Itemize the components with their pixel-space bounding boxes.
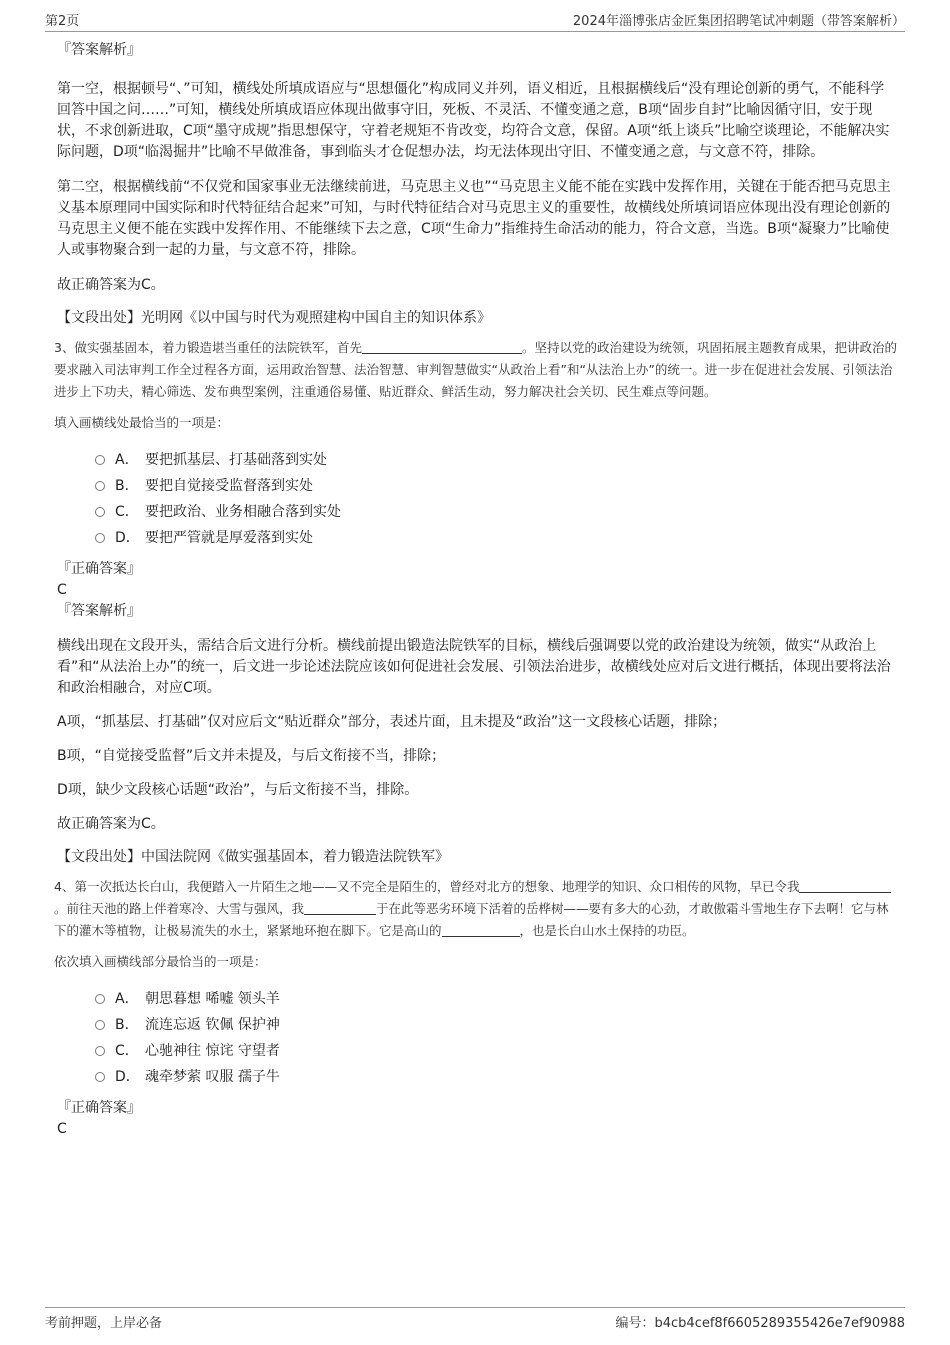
radio-icon[interactable] xyxy=(95,533,105,543)
q3-option-c[interactable]: C． 要把政治、业务相融合落到实处 xyxy=(95,499,897,525)
q4-answer: C xyxy=(57,1121,67,1137)
radio-icon[interactable] xyxy=(95,1072,105,1082)
q3-stem: 3、做实强基固本，着力锻造堪当重任的法院铁军，首先 。坚持以党的政治建设为统领，巩固拓展主题教育成果，把讲政治的要求融入司法审判工作全过程各方面，运用政治智慧、法治智慧、审判智慧做实“从政治上看”和“从法治上办”的统一。进一步在促进社会发展、引领法治进步上下功夫，精心筛选、发布典型案例，注重通俗易懂、贴近群众、鲜活生动，努力解决社会关切、民生难点等问题。 xyxy=(54,340,897,399)
q3-answer: C xyxy=(57,582,67,598)
q4-prompt: 依次填入画横线部分最恰当的一项是： xyxy=(54,954,267,969)
q3-analysis-label: 『答案解析』 xyxy=(57,603,141,619)
radio-icon[interactable] xyxy=(95,507,105,517)
q3-prompt: 填入画横线处最恰当的一项是： xyxy=(54,415,230,430)
q4-blank-1 xyxy=(799,878,891,893)
q3-analysis-p1: 横线出现在文段开头，需结合后文进行分析。横线前提出锻造法院铁军的目标，横线后强调要以党的政治建设为统领，做实“从政治上看”和“从法治上办”的统一，后文进一步论述法院应该如何促进社会发展、引领法治进步，故横线处应对后文进行概括，体现出要将法治和政治相融合，对应C项。 xyxy=(57,638,891,696)
radio-icon[interactable] xyxy=(95,455,105,465)
page-number: 第2页 xyxy=(45,14,80,29)
radio-icon[interactable] xyxy=(95,1020,105,1030)
document-title: 2024年淄博张店金匠集团招聘笔试冲刺题（带答案解析） xyxy=(572,14,905,29)
q2-source: 【文段出处】光明网《以中国与时代为观照建构中国自主的知识体系》 xyxy=(57,310,491,326)
q4-option-c[interactable]: C． 心驰神往 惊诧 守望者 xyxy=(95,1038,897,1064)
q3-analysis-p3: B项，“自觉接受监督”后文并未提及，与后文衔接不当，排除； xyxy=(57,748,446,764)
q4-option-d[interactable]: D． 魂牵梦萦 叹服 孺子牛 xyxy=(95,1064,897,1090)
q3-blank xyxy=(362,339,522,354)
q4-option-a[interactable]: A． 朝思暮想 唏嘘 领头羊 xyxy=(95,986,897,1012)
q3-source: 【文段出处】中国法院网《做实强基固本，着力锻造法院铁军》 xyxy=(57,849,449,865)
q2-conclusion: 故正确答案为C。 xyxy=(57,277,165,293)
radio-icon[interactable] xyxy=(95,481,105,491)
q3-option-a[interactable]: A． 要把抓基层、打基础落到实处 xyxy=(95,447,897,473)
radio-icon[interactable] xyxy=(95,994,105,1004)
q3-conclusion: 故正确答案为C。 xyxy=(57,816,165,832)
q3-analysis-p4: D项，缺少文段核心话题“政治”，与后文衔接不当，排除。 xyxy=(57,782,419,798)
footer-slogan: 考前押题，上岸必备 xyxy=(45,1316,163,1331)
document-code: 编号：b4cb4cef8f6605289355426e7ef90988 xyxy=(615,1316,905,1331)
q3-answer-label: 『正确答案』 xyxy=(57,561,141,577)
radio-icon[interactable] xyxy=(95,1046,105,1056)
q3-option-d[interactable]: D． 要把严管就是厚爱落到实处 xyxy=(95,525,897,551)
q2-analysis-label: 『答案解析』 xyxy=(57,42,141,58)
page-header xyxy=(45,10,905,30)
q4-option-b[interactable]: B． 流连忘返 钦佩 保护神 xyxy=(95,1012,897,1038)
q2-analysis-p1: 第一空，根据顿号“、”可知，横线处所填成语应与“思想僵化”构成同义并列，语义相近，且根据横线后“没有理论创新的勇气，不能科学回答中国之问……”可知，横线处所填成语应体现出做事守旧，死板、不灵活、不懂变通之意，B项“固步自封”比喻因循守旧，安于现状，不求创新进取，C项“墨守成规”指思想保守，守着老规矩不肯改变，均符合文意，保留。A项“纸上谈兵”比喻空谈理论，不能解决实际问题，D项“临渴掘井”比喻不早做准备，事到临头才仓促想办法，均无法体现出守旧、不懂变通之意，与文意不符，排除。 xyxy=(57,81,890,160)
q3-analysis-p2: A项，“抓基层、打基础”仅对应后文“贴近群众”部分，表述片面，且未提及“政治”这一文段核心话题，排除； xyxy=(57,714,727,730)
q3-option-b[interactable]: B． 要把自觉接受监督落到实处 xyxy=(95,473,897,499)
page-content xyxy=(54,40,897,1140)
q3-options xyxy=(95,447,897,551)
q4-blank-3 xyxy=(442,922,520,937)
q4-blank-2 xyxy=(304,900,376,915)
q2-analysis-p2: 第二空，根据横线前“不仅党和国家事业无法继续前进，马克思主义也”“马克思主义能不能在实践中发挥作用，关键在于能否把马克思主义基本原理同中国实际和时代特征结合起来”可知，与时代特征结合对马克思主义的重要性，故横线处所填词语应体现出没有理论创新的马克思主义便不能在实践中发挥作用、不能继续下去之意，C项“生命力”指维持生命活动的能力，符合文意，当选。B项“凝聚力”比喻使人或事物聚合到一起的力量，与文意不符，排除。 xyxy=(57,179,891,258)
q4-options xyxy=(95,986,897,1090)
header-divider xyxy=(45,31,905,32)
q4-stem: 4、第一次抵达长白山，我便踏入一片陌生之地——又不完全是陌生的，曾经对北方的想象、地理学的知识、众口相传的风物，早已令我。前往天池的路上伴着寒冷、大雪与强风，我 于在此等恶劣环境下活着的岳桦树——要有多大的心劲，才敢傲霜斗雪地生存下去啊！它与林下的灌木等植物，让极易流失的水土，紧紧地环抱在脚下。它是高山的 ，也是长白山水土保持的功臣。 xyxy=(54,876,897,942)
footer-divider xyxy=(45,1307,905,1308)
q4-answer-label: 『正确答案』 xyxy=(57,1100,141,1116)
